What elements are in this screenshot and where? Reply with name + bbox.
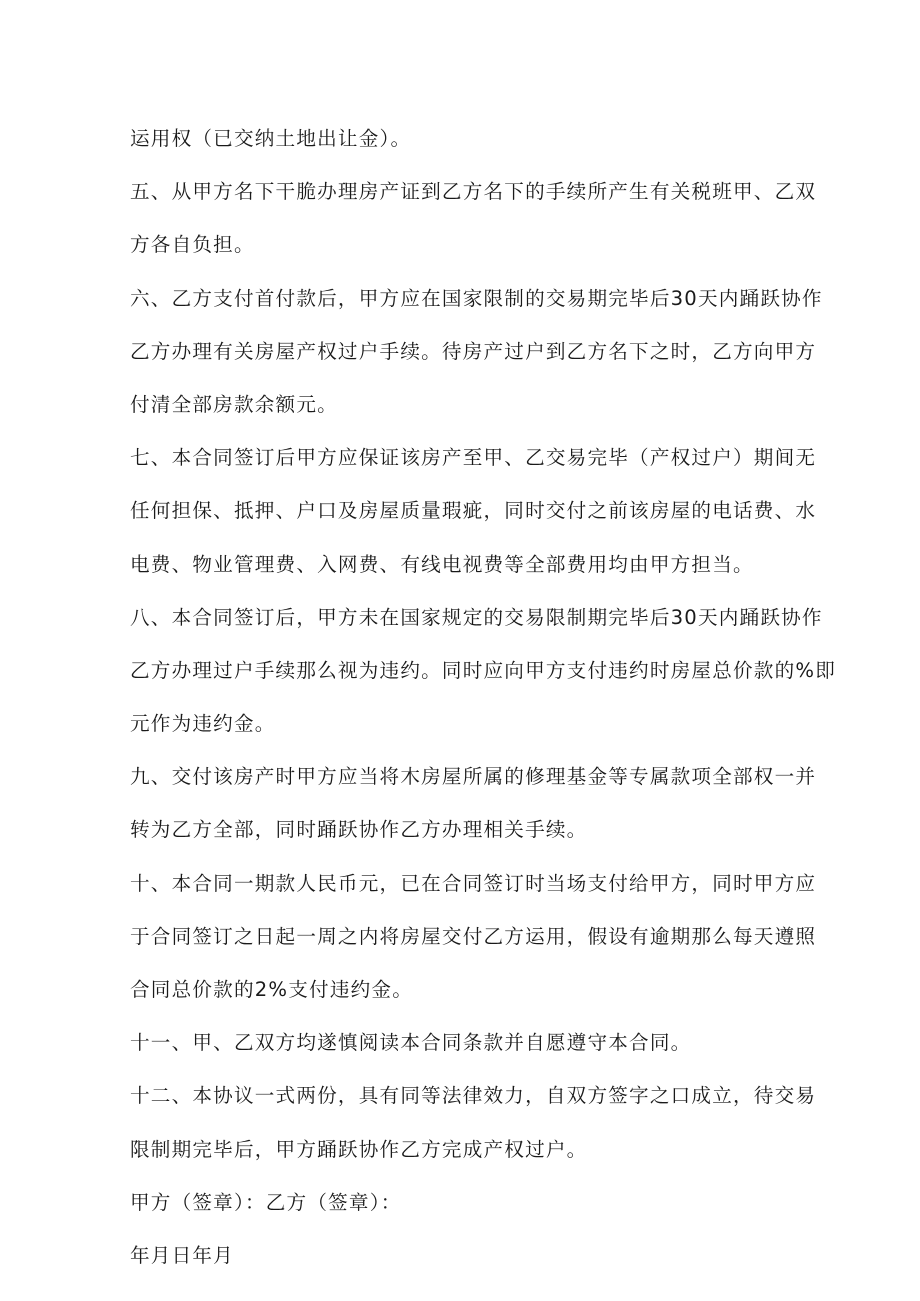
text-line: 限制期完毕后，甲方踊跃协作乙方完成产权过户。: [130, 1137, 588, 1161]
contract-body: [130, 112, 837, 1282]
contract-paragraph: [130, 1229, 796, 1282]
text-line: 转为乙方全部，同时踊跃协作乙方办理相关手续。: [130, 818, 588, 842]
text-line: 付清全部房款余额元。: [130, 392, 338, 416]
contract-paragraph: [130, 272, 823, 432]
text-line: 运用权（已交纳土地出让金）。: [130, 127, 412, 150]
text-line: 元作为违约金。: [130, 712, 276, 736]
text-line: 乙方办理过户手续那么视为违约。同时应向甲方支付违约时房屋总价款的%即: [130, 658, 837, 682]
text-line: 方各自负担。: [130, 233, 255, 257]
text-line: 十、本合同一期款人民币元，已在合同签订时当场支付给甲方，同时甲方应: [130, 871, 817, 895]
contract-paragraph: [130, 431, 817, 591]
text-line: 合同总价款的2%支付违约金。: [130, 978, 414, 1001]
text-line: 十一、甲、乙双方均遂慎阅读本合同条款并自愿遵守本合同。: [130, 1031, 692, 1055]
text-line: 七、本合同签订后甲方应保证该房产至甲、乙交易完毕（产权过户）期间无: [130, 446, 817, 470]
contract-paragraph: [130, 1176, 796, 1229]
text-line: 六、乙方支付首付款后，甲方应在国家限制的交易期完毕后30天内踊跃协作: [130, 286, 823, 310]
contract-paragraph: [130, 1069, 817, 1175]
text-line: 八、本合同签订后，甲方未在国家规定的交易限制期完毕后30天内踊跃协作: [130, 605, 823, 629]
contract-paragraph: [130, 1016, 796, 1069]
text-line: 年月日年月: [130, 1243, 234, 1267]
contract-paragraph: [130, 857, 817, 1017]
contract-paragraph: [130, 750, 817, 856]
text-line: 于合同签订之日起一周之内将房屋交付乙方运用，假设有逾期那么每天遵照: [130, 924, 817, 948]
text-line: 任何担保、抵押、户口及房屋质量瑕疵，同时交付之前该房屋的电话费、水: [130, 499, 817, 523]
text-line: 十二、本协议一式两份，具有同等法律效力，自双方签字之口成立，待交易: [130, 1084, 817, 1108]
text-line: 乙方办理有关房屋产权过户手续。待房产过户到乙方名下之时，乙方向甲方: [130, 339, 817, 363]
text-line: 五、从甲方名下干脆办理房产证到乙方名下的手续所产生有关税班甲、乙双: [130, 180, 817, 204]
contract-paragraph: [130, 112, 796, 165]
text-line: 电费、物业管理费、入网费、有线电视费等全部费用均由甲方担当。: [130, 552, 754, 576]
contract-paragraph: [130, 591, 837, 751]
text-line: 甲方（签章）：乙方（签章）：: [130, 1190, 402, 1214]
contract-paragraph: [130, 165, 817, 271]
text-line: 九、交付该房产时甲方应当将木房屋所属的修理基金等专属款项全部权一并: [130, 765, 817, 789]
